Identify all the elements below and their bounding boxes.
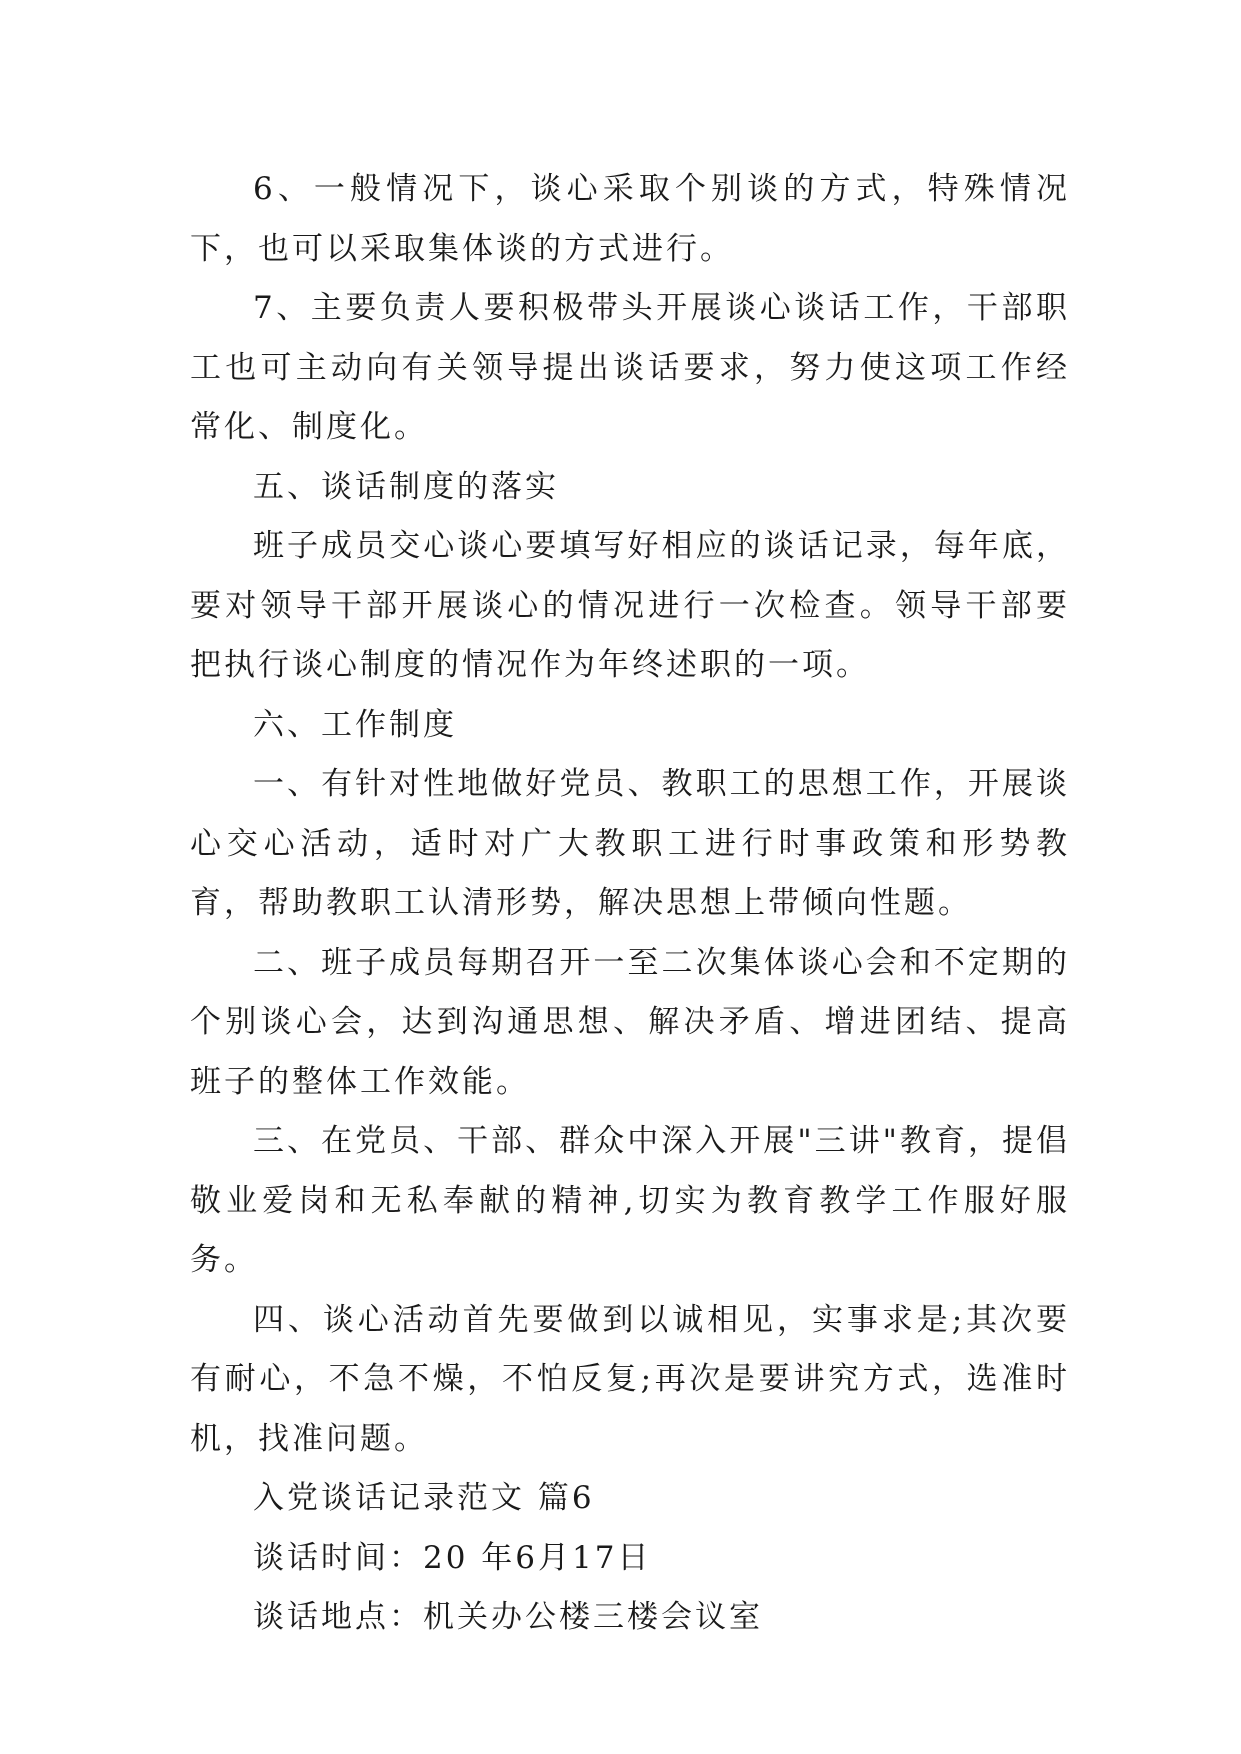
paragraph-item-6: 6、一般情况下，谈心采取个别谈的方式，特殊情况下，也可以采取集体谈的方式进行。 (190, 171, 1070, 267)
paragraph-implementation: 班子成员交心谈心要填写好相应的谈话记录，每年底，要对领导干部开展谈心的情况进行一次检查。领导干部要把执行谈心制度的情况作为年终述职的一项。 (190, 528, 1070, 683)
paragraph-rule-1: 一、有针对性地做好党员、教职工的思想工作，开展谈心交心活动，适时对广大教职工进行时事政策和形势教育，帮助教职工认清形势，解决思想上带倾向性题。 (190, 766, 1070, 921)
paragraph-rule-3: 三、在党员、干部、群众中深入开展"三讲"教育，提倡敬业爱岗和无私奉献的精神,切实为教育教学工作服好服务。 (190, 1123, 1070, 1278)
talk-location: 谈话地点：机关办公楼三楼会议室 (253, 1599, 763, 1635)
paragraph-rule-4: 四、谈心活动首先要做到以诚相见，实事求是;其次要有耐心，不急不燥，不怕反复;再次是要讲究方式，选准时机，找准问题。 (190, 1301, 1070, 1457)
paragraph-item-7: 7、主要负责人要积极带头开展谈心谈话工作，干部职工也可主动向有关领导提出谈话要求，努力使这项工作经常化、制度化。 (190, 290, 1070, 445)
document-body (190, 160, 1070, 1648)
section-heading-6: 六、工作制度 (253, 706, 457, 743)
article-title: 入党谈话记录范文 篇6 (253, 1480, 595, 1516)
paragraph-rule-2: 二、班子成员每期召开一至二次集体谈心会和不定期的个别谈心会，达到沟通思想、解决矛盾、增进团结、提高班子的整体工作效能。 (190, 944, 1070, 1100)
section-heading-5: 五、谈话制度的落实 (253, 468, 559, 505)
talk-time: 谈话时间：20 年6月17日 (253, 1539, 652, 1576)
